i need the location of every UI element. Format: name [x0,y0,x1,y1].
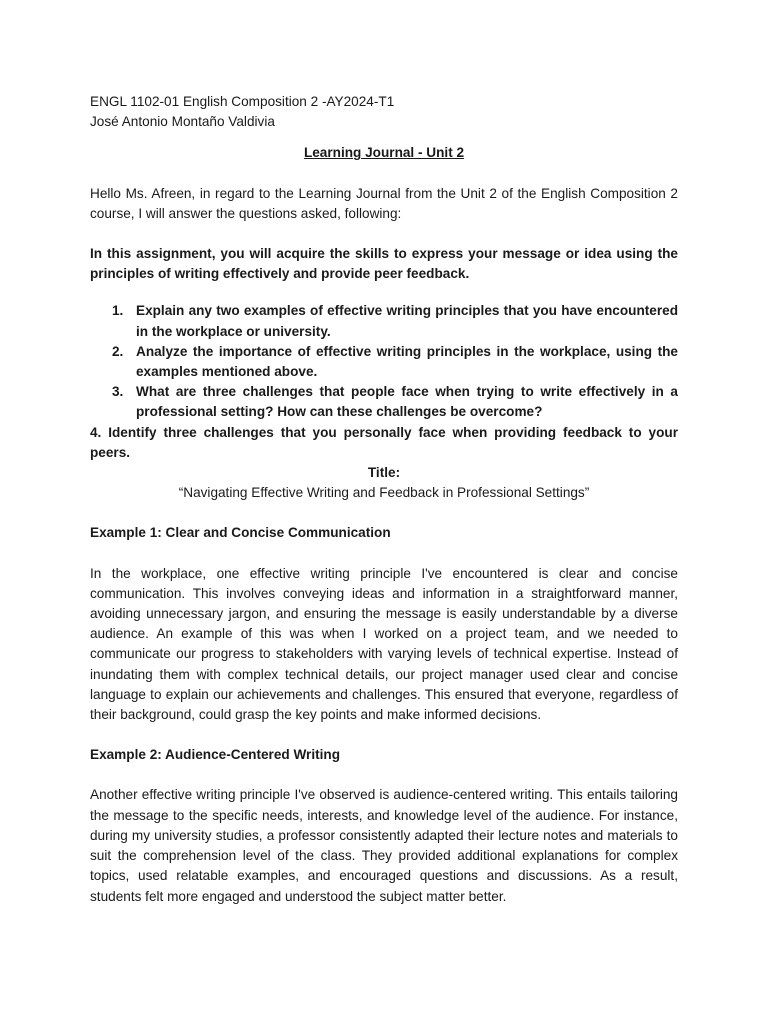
document-title: Learning Journal - Unit 2 [303,145,465,161]
essay-title: “Navigating Effective Writing and Feedback in Professional Settings” [178,485,590,501]
question-text: Analyze the importance of effective writing principles in the workplace, using the examples mentioned above. [136,343,678,380]
question-number: 3. [112,384,124,400]
course-line: ENGL 1102-01 English Composition 2 -AY2024-T1 [90,94,395,109]
question-text: Explain any two examples of effective writing principles that you have encountered in the workplace or university. [136,303,678,339]
question-item [112,382,678,422]
section-body-example-1: In the workplace, one effective writing principle I've encountered is clear and concise communication. This involves conveying ideas and information in a straightforward manner, avoiding unnecessary jargon, and ensuring the message is easily understandable by a diverse audience. An example of this was when I worked on a project team, and we needed to communicate our progress to stakeholders with varying levels of technical expertise. Instead of inundating them with complex technical details, our project manager used clear and concise language to explain our achievements and challenges. This ensured that everyone, regardless of their background, could grasp the key points and make informed decisions. [90,565,678,723]
question-item [112,342,678,382]
question-item [112,301,678,341]
author-line: José Antonio Montaño Valdivia [90,114,275,130]
section-heading-example-2: Example 2: Audience-Centered Writing [90,747,341,763]
section-heading-example-1: Example 1: Clear and Concise Communication [90,525,391,541]
intro-paragraph: Hello Ms. Afreen, in regard to the Learning Journal from the Unit 2 of the English Composition 2 course, I will answer the questions asked, following: [90,185,678,221]
question-number: 1. [112,303,124,319]
assignment-statement: In this assignment, you will acquire the skills to express your message or idea using the principles of writing effectively and provide peer feedback. [90,246,678,282]
section-body-example-2: Another effective writing principle I've observed is audience-centered writing. This entails tailoring the message to the specific needs, interests, and knowledge level of the audience. For instance, during my university studies, a professor consistently adapted their lecture notes and materials to suit the comprehension level of the class. They provided additional explanations for complex topics, used relatable examples, and encouraged questions and discussions. As a result, students felt more engaged and understood the subject matter better. [90,787,678,904]
document-page [90,92,678,907]
questions-list [90,301,678,422]
question-text: What are three challenges that people face when trying to write effectively in a professional setting? How can these challenges be overcome? [136,384,678,420]
question-four: 4. Identify three challenges that you personally face when providing feedback to your peers. [90,424,678,460]
question-number: 2. [112,343,124,359]
essay-title-label: Title: [367,465,401,481]
